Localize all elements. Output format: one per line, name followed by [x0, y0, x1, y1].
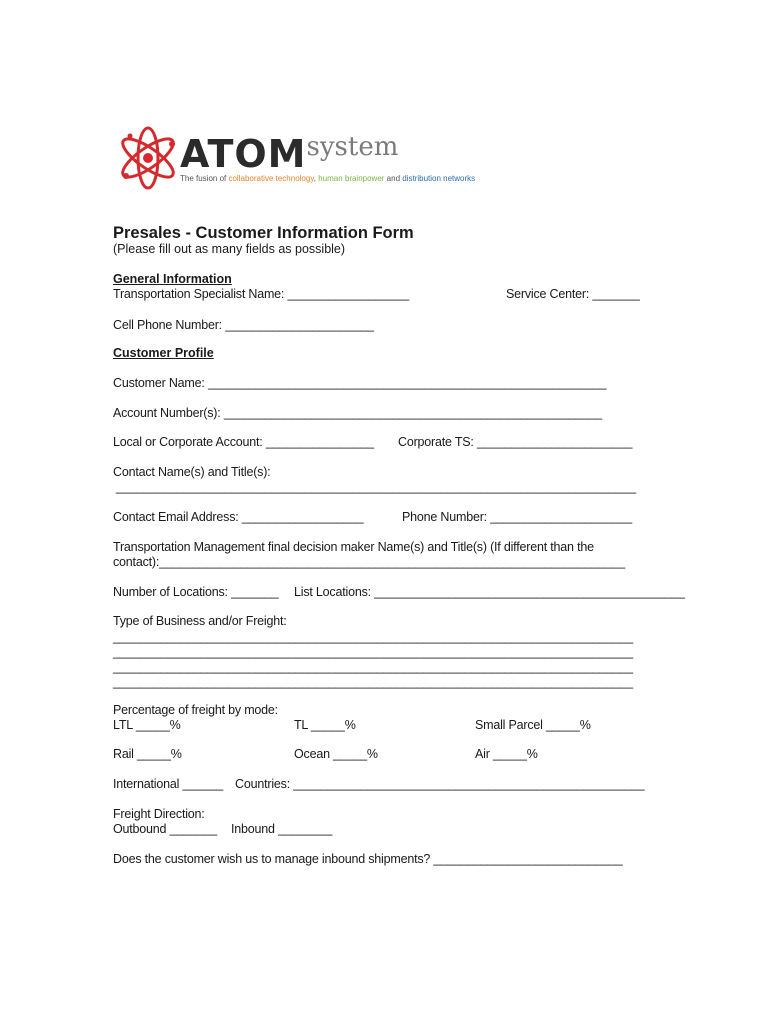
general-info-heading: General Information — [113, 272, 232, 286]
small-parcel-field[interactable]: Small Parcel _____% — [475, 718, 591, 732]
business-type-label: Type of Business and/or Freight: — [113, 614, 287, 628]
cell-phone-field[interactable]: Cell Phone Number: ______________________ — [113, 318, 374, 332]
business-line-4[interactable]: _____________________________________________________________________________ — [113, 675, 633, 689]
decision-maker-label: Transportation Management final decision maker Name(s) and Title(s) (If different than the — [113, 540, 594, 554]
freight-direction-label: Freight Direction: — [113, 807, 205, 821]
specialist-name-field[interactable]: Transportation Specialist Name: __________________ — [113, 287, 409, 301]
atom-system-logo — [112, 122, 476, 194]
list-locations-field[interactable]: List Locations: ______________________________________________ — [294, 585, 685, 599]
outbound-field[interactable]: Outbound _______ — [113, 822, 217, 836]
local-corporate-field[interactable]: Local or Corporate Account: ________________ — [113, 435, 374, 449]
form-title: Presales - Customer Information Form — [113, 224, 414, 242]
brand-bold: ATOM — [180, 132, 307, 176]
customer-profile-heading: Customer Profile — [113, 346, 214, 360]
brand-light: system — [306, 132, 399, 162]
ltl-field[interactable]: LTL _____% — [113, 718, 181, 732]
percentage-heading: Percentage of freight by mode: — [113, 703, 278, 717]
phone-number-field[interactable]: Phone Number: _____________________ — [402, 510, 633, 524]
service-center-field[interactable]: Service Center: _______ — [506, 287, 640, 301]
account-numbers-field[interactable]: Account Number(s): ________________________________________________________ — [113, 406, 602, 420]
inbound-field[interactable]: Inbound ________ — [231, 822, 333, 836]
contact-names-field[interactable]: _____________________________________________________________________________ — [116, 480, 636, 494]
tl-field[interactable]: TL _____% — [294, 718, 356, 732]
contact-email-field[interactable]: Contact Email Address: __________________ — [113, 510, 364, 524]
ocean-field[interactable]: Ocean _____% — [294, 747, 378, 761]
business-line-2[interactable]: _____________________________________________________________________________ — [113, 645, 633, 659]
contact-names-label: Contact Name(s) and Title(s): — [113, 465, 271, 479]
air-field[interactable]: Air _____% — [475, 747, 538, 761]
corporate-ts-field[interactable]: Corporate TS: _______________________ — [398, 435, 633, 449]
tagline — [180, 174, 475, 183]
business-line-3[interactable]: _____________________________________________________________________________ — [113, 660, 633, 674]
tagline-prefix: The fusion of — [180, 174, 229, 183]
business-line-1[interactable]: _____________________________________________________________________________ — [113, 630, 633, 644]
manage-inbound-field[interactable]: Does the customer wish us to manage inbound shipments? ____________________________ — [113, 852, 623, 866]
tagline-distribution: distribution networks — [402, 174, 476, 183]
tagline-sep1: , — [313, 174, 319, 183]
form-subtitle: (Please fill out as many fields as possible) — [113, 242, 346, 256]
tagline-collaborative: collaborative technology — [228, 174, 314, 183]
countries-field[interactable]: Countries: ____________________________________________________ — [235, 777, 645, 791]
customer-name-field[interactable]: Customer Name: ___________________________________________________________ — [113, 376, 607, 390]
rail-field[interactable]: Rail _____% — [113, 747, 182, 761]
decision-maker-field[interactable]: contact):_____________________________________________________________________ — [113, 555, 626, 569]
tagline-brainpower: human brainpower — [318, 174, 385, 183]
atom-icon — [112, 122, 184, 194]
number-locations-field[interactable]: Number of Locations: _______ — [113, 585, 279, 599]
tagline-sep2: and — [384, 174, 403, 183]
international-field[interactable]: International ______ — [113, 777, 223, 791]
brand-name — [180, 132, 398, 176]
